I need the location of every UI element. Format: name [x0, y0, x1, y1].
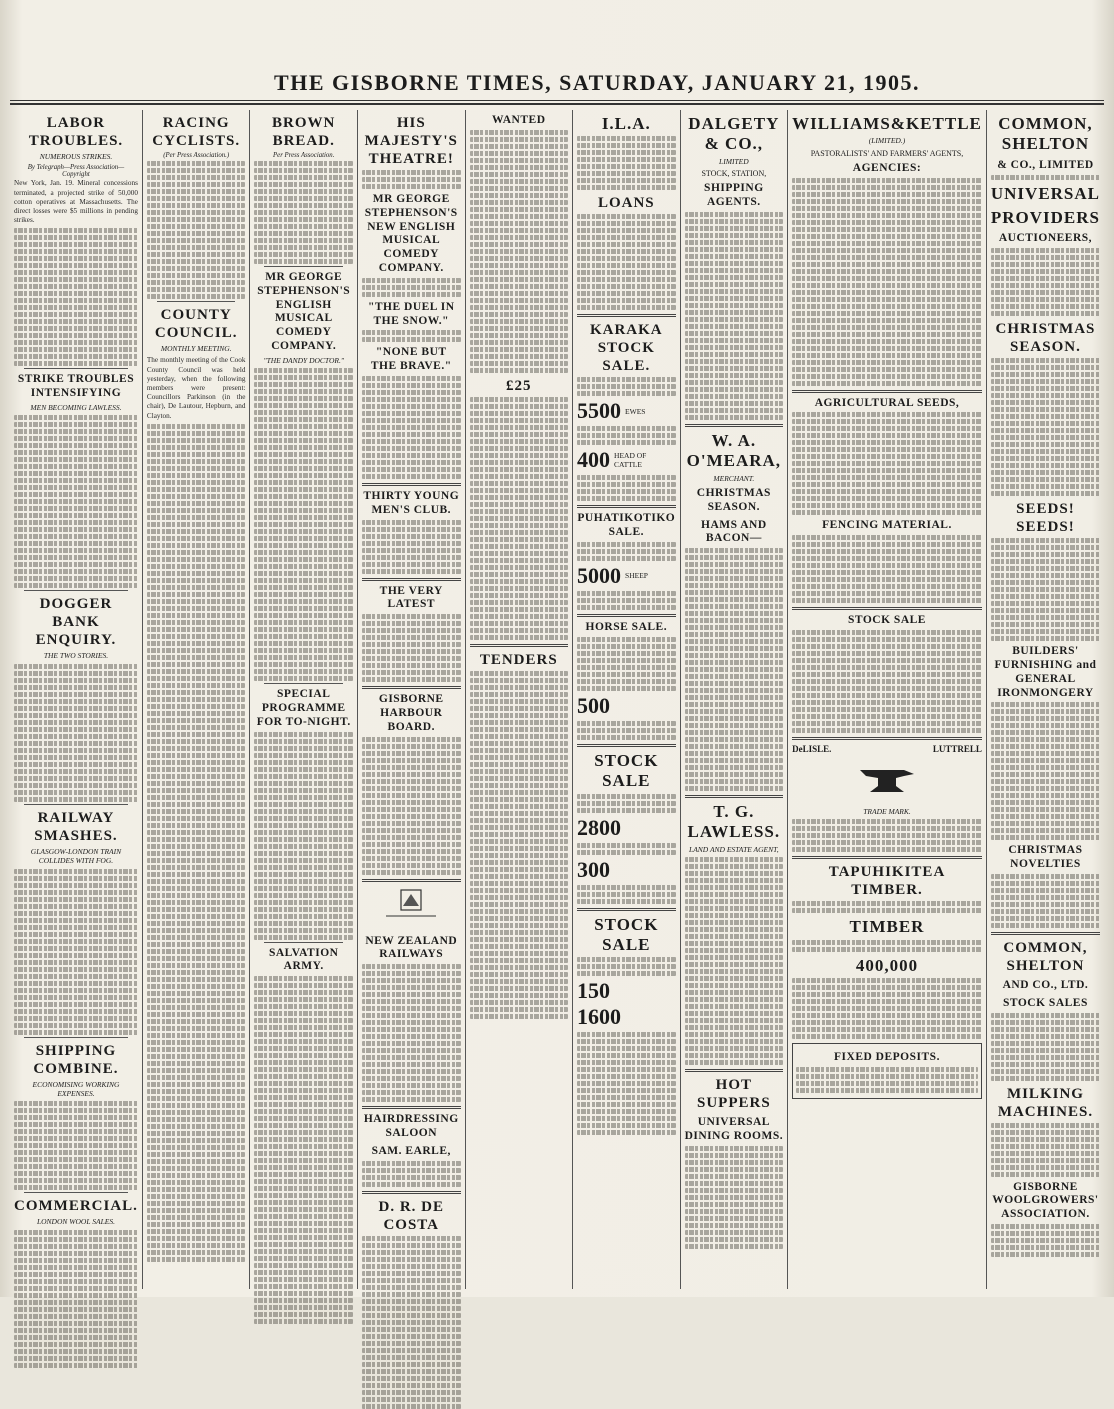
racing-cyclists-heading: RACING CYCLISTS. [152, 115, 241, 149]
christmas-season-heading: CHRISTMAS SEASON. [995, 321, 1096, 356]
labor-troubles-subhead: NUMEROUS STRIKES. [39, 152, 113, 161]
auctioneers-label: AUCTIONEERS, [998, 232, 1093, 245]
labor-byline: By Telegraph—Press Association—Copyright [27, 164, 125, 179]
thirty-young-mens-club: THIRTY YOUNG MEN'S CLUB. [363, 489, 460, 516]
dalgety-limited: LIMITED [719, 156, 749, 166]
racing-byline: (Per Press Association.) [163, 152, 230, 159]
trade-mark-label: TRADE MARK. [863, 806, 911, 816]
sam-earle: SAM. EARLE, [371, 1144, 451, 1157]
labor-troubles-heading: LABOR TROUBLES. [28, 115, 124, 149]
dogger-bank-subhead: THE TWO STORIES. [43, 651, 109, 661]
ila-heading: I.L.A. [601, 114, 651, 133]
providers-heading: PROVIDERS [990, 207, 1100, 227]
shipping-subhead: ECONOMISING WORKING EXPENSES. [32, 1079, 120, 1098]
strike-subhead: MEN BECOMING LAWLESS. [30, 403, 122, 413]
special-programme-heading: SPECIAL PROGRAMME FOR TO-NIGHT. [256, 688, 351, 728]
stock-sale-heading-2: STOCK SALE [594, 914, 659, 954]
column-6 [573, 110, 681, 1289]
column-1 [10, 110, 143, 1289]
dalgety-heading: DALGETY & CO., [688, 114, 780, 154]
ewes-label: EWES [625, 406, 646, 416]
karaka-stock-sale: KARAKA STOCK SALE. [589, 322, 663, 375]
fencing-heading: FENCING MATERIAL. [822, 519, 952, 532]
hams-bacon: HAMS AND BACON— [701, 518, 767, 545]
railway-subhead: GLASGOW-LONDON TRAIN COLLIDES WITH FOG. [30, 846, 122, 866]
universal-heading: UNIVERSAL [990, 183, 1101, 203]
num-1600: 1600 [577, 1004, 622, 1030]
num-2800: 2800 [577, 814, 622, 840]
williams-limited: (LIMITED.) [868, 136, 906, 146]
common-shelton-sub-2: AND CO., LTD. [1002, 978, 1089, 991]
luttrell-label: LUTTRELL [932, 743, 982, 754]
num-150: 150 [577, 978, 611, 1004]
williams-kettle-heading: WILLIAMS&KETTLE [792, 114, 982, 133]
company-title: MR GEORGE STEPHENSON'S NEW ENGLISH MUSICAL COMEDY COMPANY. [364, 193, 458, 274]
salvation-army-heading: SALVATION ARMY. [268, 946, 339, 973]
county-council-heading: COUNTY COUNCIL. [154, 307, 238, 341]
stock-sales-heading: STOCK SALES [1003, 996, 1088, 1009]
timber-heading: TIMBER [849, 917, 925, 937]
omeara-merchant: MERCHANT. [713, 473, 755, 483]
stock-sale-heading: STOCK SALE [594, 750, 659, 791]
shipping-agents: SHIPPING AGENTS. [704, 182, 764, 208]
column-4 [358, 110, 466, 1289]
head-cattle-label: HEAD OF CATTLE [614, 451, 647, 470]
county-council-subhead: MONTHLY MEETING. [160, 344, 232, 353]
hairdressing-heading: HAIRDRESSING SALOON [363, 1113, 459, 1139]
sheep-label: SHEEP [625, 571, 648, 581]
column-3 [250, 110, 358, 1289]
dining-rooms: UNIVERSAL DINING ROOMS. [684, 1116, 784, 1143]
masthead-rule [10, 100, 1104, 101]
stephenson-company-heading: MR GEORGE STEPHENSON'S ENGLISH MUSICAL COMEDY COMPANY. [257, 271, 351, 352]
duel-in-snow-title: "THE DUEL IN THE SNOW." [367, 300, 455, 327]
masthead-rule-double [10, 103, 1104, 105]
tapuhikitea-heading: TAPUHIKITEA TIMBER. [828, 864, 946, 899]
woolgrowers-association: GISBORNE WOOLGROWERS' ASSOCIATION. [992, 1180, 1099, 1221]
fixed-deposits-box [792, 1043, 982, 1099]
harbour-board-heading: GISBORNE HARBOUR BOARD. [378, 693, 444, 733]
columns [10, 110, 1104, 1289]
labor-body: New York, Jan. 19. Mineral concessions terminated, a projected strike of 50,000 cotton operatives at Massachusetts. The direct losses were $5 millions in pending strikes. [14, 179, 138, 225]
agencies-heading: AGENCIES: [852, 161, 922, 174]
tenders-heading: TENDERS [479, 651, 558, 668]
none-but-brave-title: "NONE BUT THE BRAVE." [370, 346, 452, 373]
de-costa-heading: D. R. DE COSTA [378, 1198, 444, 1233]
railway-smashes-heading: RAILWAY SMASHES. [34, 809, 118, 844]
anvil-icon [852, 758, 922, 798]
horse-sale: HORSE SALE. [585, 620, 668, 633]
railways-crest [362, 886, 461, 931]
brown-bread-heading: BROWN BREAD. [272, 115, 336, 149]
num-5000: 5000 [577, 562, 622, 588]
column-9 [987, 110, 1104, 1289]
column-7 [681, 110, 789, 1289]
seeds-seeds-heading: SEEDS! SEEDS! [1016, 501, 1075, 536]
nz-railways-heading: NEW ZEALAND RAILWAYS [365, 934, 458, 961]
his-majestys-theatre-heading: HIS MAJESTY'S THEATRE! [364, 115, 458, 167]
dalgety-line: STOCK, STATION, [701, 169, 767, 179]
common-shelton-sub: & CO., LIMITED [997, 158, 1094, 171]
council-body: The monthly meeting of the Cook County Council was held yesterday, when the following members were present: Councillors Parkinson (in the chair), De Lautour, Hepburn, and Clayton. [146, 356, 246, 420]
amount-25: £25 [506, 377, 532, 394]
trade-mark-logo [792, 758, 982, 803]
lawless-heading: T. G. LAWLESS. [687, 802, 781, 842]
masthead-title: THE GISBORNE TIMES, SATURDAY, JANUARY 21, 1905. [274, 70, 920, 95]
fixed-deposits-heading: FIXED DEPOSITS. [834, 1051, 940, 1064]
num-500: 500 [577, 692, 611, 718]
williams-line: PASTORALISTS' AND FARMERS' AGENTS, [810, 148, 964, 158]
seeds-heading: AGRICULTURAL SEEDS, [814, 396, 960, 409]
num-400: 400 [577, 447, 611, 473]
puhatikotiko-sale: PUHATIKOTIKO SALE. [577, 512, 676, 539]
delisle-label: DeLISLE. [792, 743, 832, 754]
shipping-combine-heading: SHIPPING COMBINE. [33, 1042, 119, 1077]
wanted-heading: WANTED [492, 114, 546, 126]
num-5500: 5500 [577, 398, 622, 424]
common-shelton-heading: COMMON, SHELTON [998, 114, 1093, 154]
commercial-heading: COMMERCIAL. [14, 1198, 138, 1215]
hot-suppers: HOT SUPPERS [697, 1077, 771, 1112]
railway-crest-icon [376, 886, 446, 926]
builders-heading: BUILDERS' FURNISHING and GENERAL IRONMONGERY [994, 645, 1097, 699]
common-shelton-heading-2: COMMON, SHELTON [1003, 939, 1088, 974]
very-latest-heading: THE VERY LATEST [379, 584, 443, 611]
loans-heading: LOANS [597, 195, 655, 212]
stock-sale-fixtures: STOCK SALE [848, 614, 926, 627]
dogger-bank-heading: DOGGER BANK ENQUIRY. [35, 596, 117, 649]
christmas-novelties: CHRISTMAS NOVELTIES [1008, 844, 1083, 871]
column-5 [466, 110, 574, 1289]
column-2 [143, 110, 251, 1289]
num-300: 300 [577, 856, 611, 882]
milking-machines: MILKING MACHINES. [997, 1085, 1094, 1120]
omeara-heading: W. A. O'MEARA, [686, 430, 782, 471]
dandy-doctor-subhead: "THE DANDY DOCTOR." [263, 355, 344, 365]
commercial-subhead: LONDON WOOL SALES. [36, 1217, 115, 1227]
strike-heading: STRIKE TROUBLES INTENSIFYING [17, 373, 135, 400]
bread-byline: Per Press Association. [273, 152, 335, 159]
christmas-season: CHRISTMAS SEASON. [696, 486, 771, 513]
big-number: 400,000 [855, 955, 919, 975]
lawless-sub: LAND AND ESTATE AGENT, [689, 844, 779, 854]
column-8 [788, 110, 987, 1289]
